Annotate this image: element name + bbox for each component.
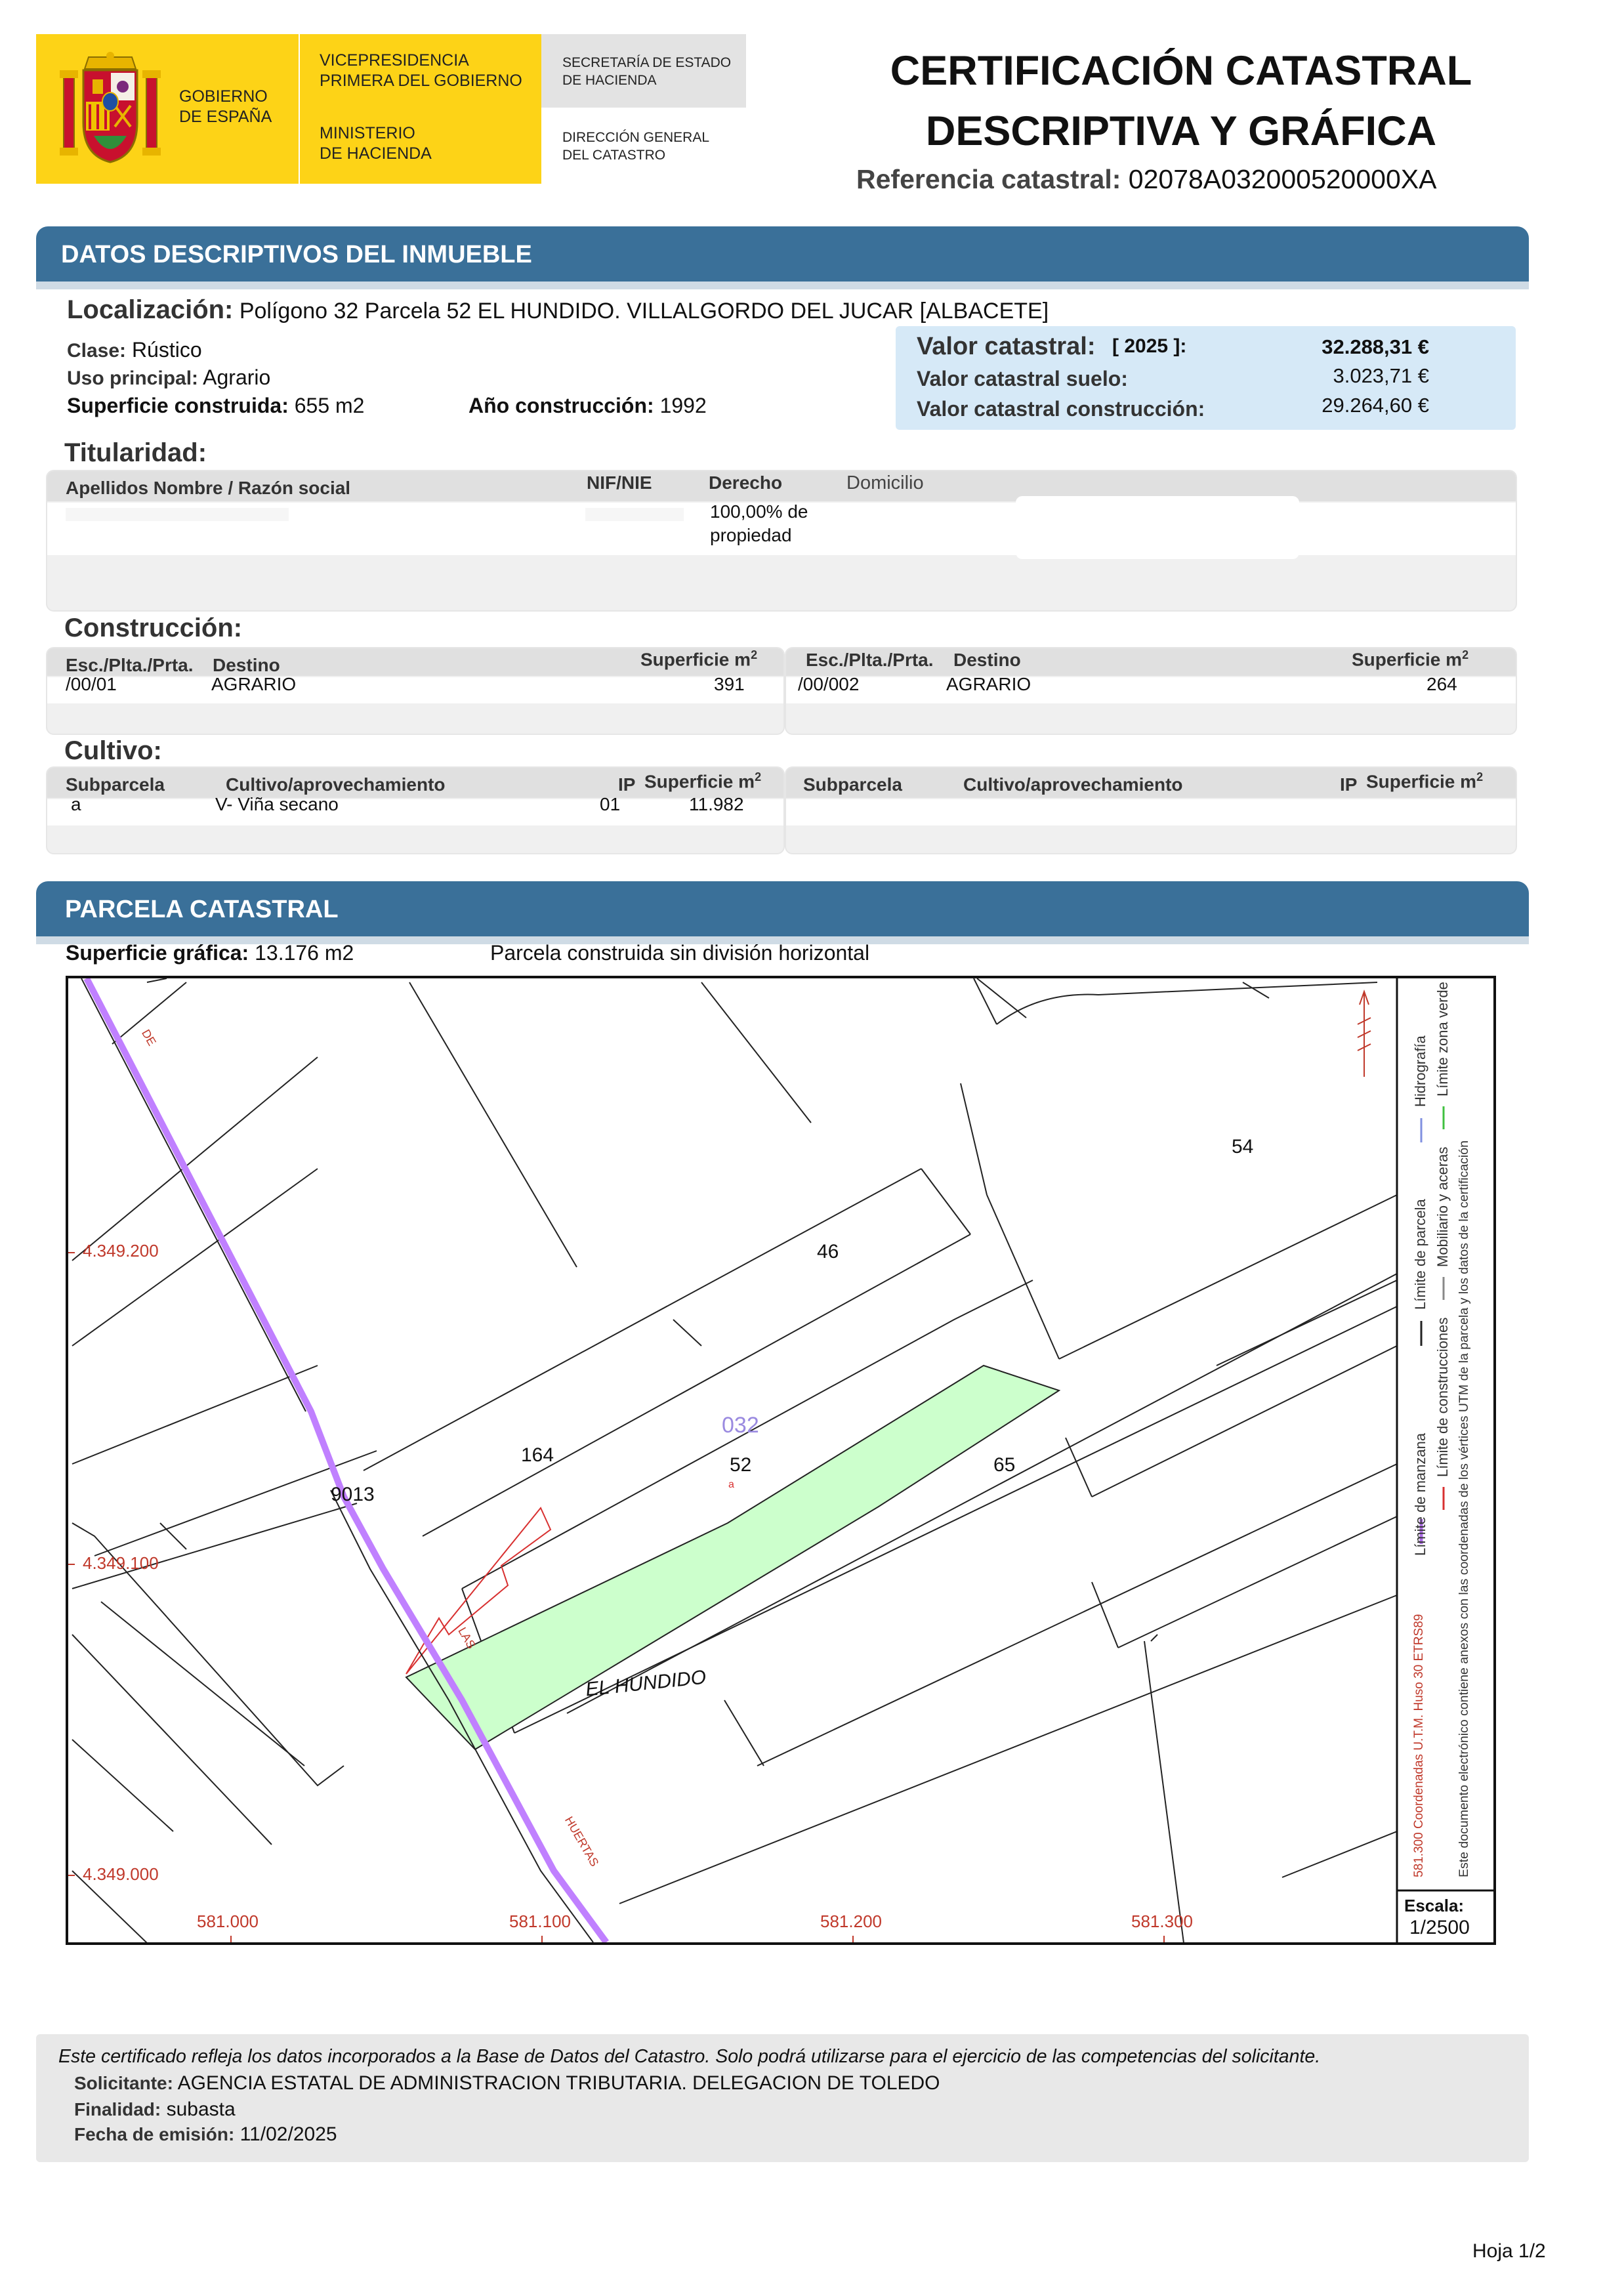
uso-label: Uso principal: — [67, 367, 199, 389]
construccion-table-right — [785, 647, 1517, 735]
coat-of-arms-icon — [54, 51, 166, 167]
col-sub: Subparcela — [66, 774, 165, 795]
solicitante-row — [74, 2072, 940, 2095]
col-nombre: Apellidos Nombre / Razón social — [66, 478, 351, 498]
legend-zona-verde: Límite zona verde — [1434, 982, 1451, 1096]
government-logo-block — [36, 34, 541, 184]
footer-disclaimer: Este certificado refleja los datos incorporados a la Base de Datos del Catastro. Solo podrá utilizarse para el ejercicio de las competencias del solicitante. — [58, 2046, 1321, 2067]
clase-label: Clase: — [67, 340, 127, 362]
org1-line2: DE ESPAÑA — [179, 108, 272, 126]
col-domicilio: Domicilio — [846, 472, 924, 493]
constr-row-1-sup: 391 — [714, 674, 745, 694]
col-cult-sup-r: Superficie $m^2$ — [1366, 770, 1484, 792]
constr-row-2-esc: /00/002 — [798, 674, 860, 694]
construccion-table-left — [46, 647, 785, 735]
org2-line4: DE HACIENDA — [320, 144, 432, 163]
x-tick-3: 581.200 — [820, 1911, 882, 1931]
page-number: Hoja 1/2 — [1472, 2240, 1546, 2262]
section-title: DATOS DESCRIPTIVOS DEL INMUEBLE — [61, 241, 532, 268]
solicitante-value: AGENCIA ESTATAL DE ADMINISTRACION TRIBUTARIA. DELEGACION DE TOLEDO — [177, 2072, 940, 2094]
cult-row-sub: a — [71, 794, 81, 814]
legend-coord-note: 581.300 Coordenadas U.T.M. Huso 30 ETRS89 — [1412, 1614, 1426, 1877]
ref-label: Referencia catastral: — [856, 164, 1121, 194]
map-road-huertas: HUERTAS — [562, 1814, 602, 1869]
map-road-de: DE — [139, 1027, 159, 1049]
map-label-9013: 9013 — [331, 1484, 375, 1505]
cult-row-sup: 11.982 — [689, 794, 744, 814]
sup-value: 655 m2 — [294, 394, 365, 417]
ref-value: 02078A032000520000XA — [1128, 164, 1437, 194]
finalidad-value: subasta — [166, 2098, 236, 2120]
localizacion-row — [67, 295, 1049, 325]
map-label-46: 46 — [817, 1241, 839, 1263]
secretaria-block — [541, 34, 746, 108]
col-nif: NIF/NIE — [587, 472, 652, 493]
division-text: Parcela construida sin división horizontal — [490, 941, 870, 965]
org3-line3: DIRECCIÓN GENERAL — [562, 130, 710, 145]
valor-year: [ 2025 ]: — [1112, 335, 1187, 357]
org2-line3: MINISTERIO — [320, 124, 415, 142]
finalidad-row — [74, 2098, 236, 2121]
col-destino: Destino — [213, 655, 280, 675]
uso-value: Agrario — [203, 365, 271, 389]
constr-row-1-destino: AGRARIO — [211, 674, 297, 694]
constr-value: 29.264,60 € — [1322, 394, 1429, 417]
org2-ministerio — [320, 123, 432, 164]
org3-line1: SECRETARÍA DE ESTADO — [562, 55, 732, 70]
legend-utm-note: Este documento electrónico contiene anexos con las coordenadas de los vértices UTM de la parcela y los datos de la certificación — [1457, 1140, 1471, 1877]
org2-line2: PRIMERA DEL GOBIERNO — [320, 72, 522, 90]
map-road-las: LAS — [455, 1625, 478, 1651]
col-ip-r: IP — [1340, 774, 1358, 795]
sup-label: Superficie construida: — [67, 394, 289, 417]
legend-parcela: Límite de parcela — [1412, 1199, 1428, 1310]
col-derecho: Derecho — [709, 472, 783, 493]
y-tick-1: 4.349.200 — [83, 1241, 159, 1261]
legend-mobiliario: Mobiliario y aceras — [1434, 1146, 1451, 1267]
col-cult-sup: Superficie $m^2$ — [644, 770, 762, 792]
constr-label: Valor catastral construcción: — [917, 397, 1205, 421]
y-tick-2: 4.349.100 — [83, 1553, 159, 1573]
constr-row-2-sup: 264 — [1426, 674, 1457, 694]
map-place-name: EL HUNDIDO — [584, 1666, 707, 1701]
section-title-parcela: PARCELA CATASTRAL — [65, 896, 339, 923]
loc-label: Localización: — [67, 295, 234, 324]
suelo-label: Valor catastral suelo: — [917, 367, 1128, 390]
cult-row-cult: V- Viña secano — [215, 794, 339, 814]
col-esc-r: Esc./Plta./Prta. — [806, 650, 934, 670]
redacted-domicilio — [1016, 496, 1299, 559]
map-label-54: 54 — [1232, 1136, 1254, 1158]
valor-label: Valor catastral: — [917, 333, 1096, 360]
clase-value: Rústico — [131, 338, 202, 362]
sup-graf-value: 13.176 m2 — [255, 941, 354, 965]
section-datos-descriptivos — [36, 226, 1529, 282]
construccion-heading: Construcción: — [64, 614, 243, 642]
anio-label: Año construcción: — [468, 394, 654, 417]
footer-box — [36, 2034, 1529, 2162]
org1-name — [179, 87, 272, 127]
titularidad-heading: Titularidad: — [64, 438, 207, 467]
org1-line1: GOBIERNO — [179, 87, 268, 106]
map-poligono: 032 — [722, 1413, 759, 1438]
constr-row-1-esc: /00/01 — [66, 674, 117, 694]
superficie-row — [67, 394, 364, 418]
y-tick-3: 4.349.000 — [83, 1864, 159, 1884]
derecho-value — [710, 500, 808, 547]
valor-value: 32.288,31 € — [1322, 335, 1429, 358]
north-arrow-icon — [1358, 991, 1371, 1077]
cultivo-table-right — [785, 766, 1517, 854]
redacted-nif — [585, 508, 684, 521]
org2-line1: VICEPRESIDENCIA — [320, 51, 469, 70]
cultivo-heading: Cultivo: — [64, 736, 162, 765]
x-tick-1: 581.000 — [197, 1911, 259, 1931]
col-cult: Cultivo/aprovechamiento — [226, 774, 446, 795]
org3-line2: DE HACIENDA — [562, 73, 657, 88]
escala-value: 1/2500 — [1409, 1917, 1470, 1938]
map-label-164: 164 — [521, 1444, 554, 1466]
superficie-grafica-row — [66, 941, 354, 965]
map-parcela-number: 52 — [730, 1454, 752, 1476]
cadastral-map — [66, 976, 1496, 1945]
x-tick-2: 581.100 — [509, 1911, 571, 1931]
fecha-value: 11/02/2025 — [239, 2123, 337, 2145]
map-subparcela: a — [728, 1479, 734, 1490]
col-esc: Esc./Plta./Prta. — [66, 655, 194, 675]
section-parcela-catastral — [36, 881, 1529, 936]
valor-catastral-box — [896, 326, 1516, 430]
cult-row-ip: 01 — [600, 794, 621, 814]
loc-value: Polígono 32 Parcela 52 EL HUNDIDO. VILLALGORDO DEL JUCAR [ALBACETE] — [239, 299, 1049, 324]
constr-row-2-destino: AGRARIO — [946, 674, 1031, 694]
derecho-line2: propiedad — [710, 525, 792, 545]
col-cult-r: Cultivo/aprovechamiento — [963, 774, 1183, 795]
title-line2: DESCRIPTIVA Y GRÁFICA — [925, 108, 1437, 154]
escala-label: Escala: — [1404, 1896, 1465, 1915]
anio-value: 1992 — [659, 394, 707, 417]
col-ip: IP — [618, 774, 636, 795]
cultivo-table-left — [46, 766, 785, 854]
org2-vicepresidencia — [320, 51, 522, 91]
col-sup-r: Superficie $m^2$ — [1352, 648, 1469, 670]
titularidad-table — [46, 470, 1517, 612]
derecho-line1: 100,00% de — [710, 501, 808, 522]
finalidad-label: Finalidad: — [74, 2099, 161, 2119]
legend-manzana: Límite de manzana — [1412, 1432, 1428, 1556]
document-title — [814, 41, 1549, 161]
uso-row — [67, 365, 270, 390]
org3-line4: DEL CATASTRO — [562, 148, 666, 163]
x-tick-4: 581.300 — [1131, 1911, 1193, 1931]
fecha-row — [74, 2123, 337, 2146]
referencia-catastral — [856, 164, 1436, 195]
map-label-65: 65 — [993, 1454, 1016, 1476]
clase-row — [67, 338, 202, 362]
fecha-label: Fecha de emisión: — [74, 2124, 235, 2144]
col-destino-r: Destino — [953, 650, 1021, 670]
suelo-value: 3.023,71 € — [1333, 364, 1429, 387]
sup-graf-label: Superficie gráfica: — [66, 941, 249, 965]
col-sub-r: Subparcela — [803, 774, 902, 795]
redacted-name — [66, 508, 289, 521]
anio-row — [468, 394, 707, 418]
solicitante-label: Solicitante: — [74, 2073, 173, 2093]
direccion-general — [562, 129, 709, 164]
legend-hidrografia: Hidrografía — [1412, 1035, 1428, 1107]
title-line1: CERTIFICACIÓN CATASTRAL — [890, 48, 1472, 94]
legend-construcciones: Límite de construcciones — [1434, 1317, 1451, 1477]
col-sup: Superficie $m^2$ — [640, 648, 758, 670]
